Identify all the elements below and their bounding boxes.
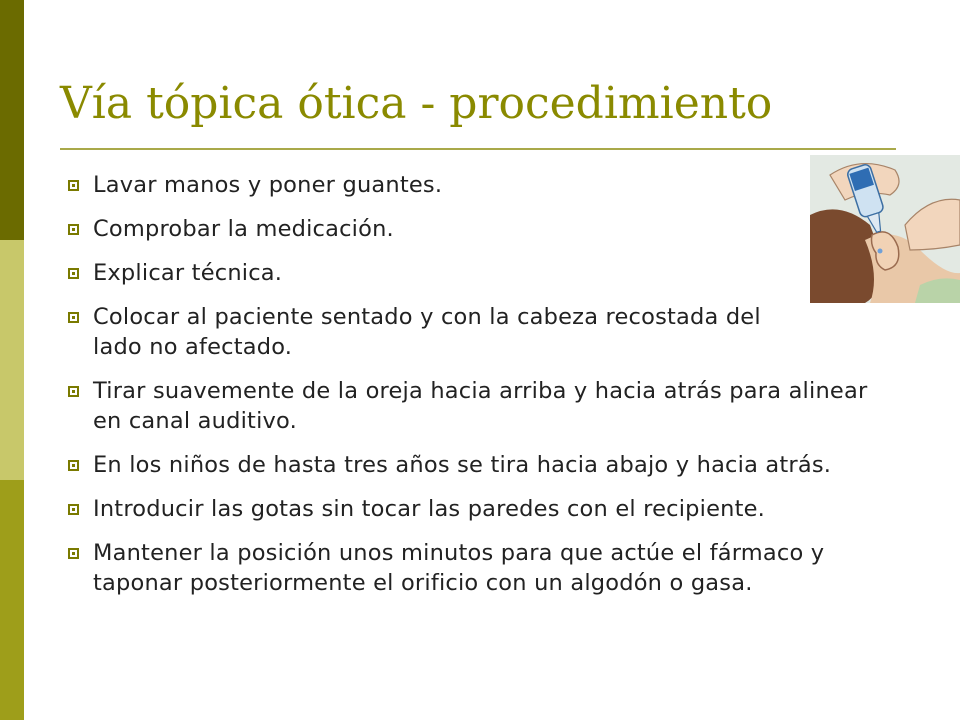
list-item bbox=[68, 258, 898, 288]
list-item bbox=[68, 214, 898, 244]
bullet-text: Tirar suavemente de la oreja hacia arriba y hacia atrás para alinear en canal auditivo. bbox=[93, 378, 868, 434]
bullet-text: Lavar manos y poner guantes. bbox=[93, 172, 443, 198]
accent-bar-middle bbox=[0, 240, 24, 480]
bullet-text: En los niños de hasta tres años se tira hacia abajo y hacia atrás. bbox=[93, 452, 832, 478]
accent-bar-bottom bbox=[0, 480, 24, 720]
square-bullet-icon bbox=[68, 504, 79, 515]
bullet-text: Comprobar la medicación. bbox=[93, 216, 394, 242]
slide-title: Vía tópica ótica - procedimiento bbox=[60, 78, 773, 129]
bullet-text: Explicar técnica. bbox=[93, 260, 283, 286]
list-item bbox=[68, 538, 898, 598]
list-item bbox=[68, 376, 898, 436]
square-bullet-icon bbox=[68, 548, 79, 559]
square-bullet-icon bbox=[68, 224, 79, 235]
square-bullet-icon bbox=[68, 268, 79, 279]
list-item bbox=[68, 450, 898, 480]
square-bullet-icon bbox=[68, 460, 79, 471]
list-item bbox=[68, 170, 898, 200]
bullet-text: Introducir las gotas sin tocar las paredes con el recipiente. bbox=[93, 496, 766, 522]
accent-bar-top bbox=[0, 0, 24, 240]
square-bullet-icon bbox=[68, 312, 79, 323]
title-underline bbox=[60, 148, 896, 150]
left-accent-bar bbox=[0, 0, 24, 720]
square-bullet-icon bbox=[68, 180, 79, 191]
bullet-list bbox=[68, 170, 898, 612]
list-item bbox=[68, 494, 898, 524]
bullet-text: Mantener la posición unos minutos para que actúe el fármaco y taponar posteriormente el orificio con un algodón o gasa. bbox=[93, 540, 825, 596]
list-item bbox=[68, 302, 813, 362]
square-bullet-icon bbox=[68, 386, 79, 397]
bullet-text: Colocar al paciente sentado y con la cabeza recostada del lado no afectado. bbox=[93, 304, 761, 360]
